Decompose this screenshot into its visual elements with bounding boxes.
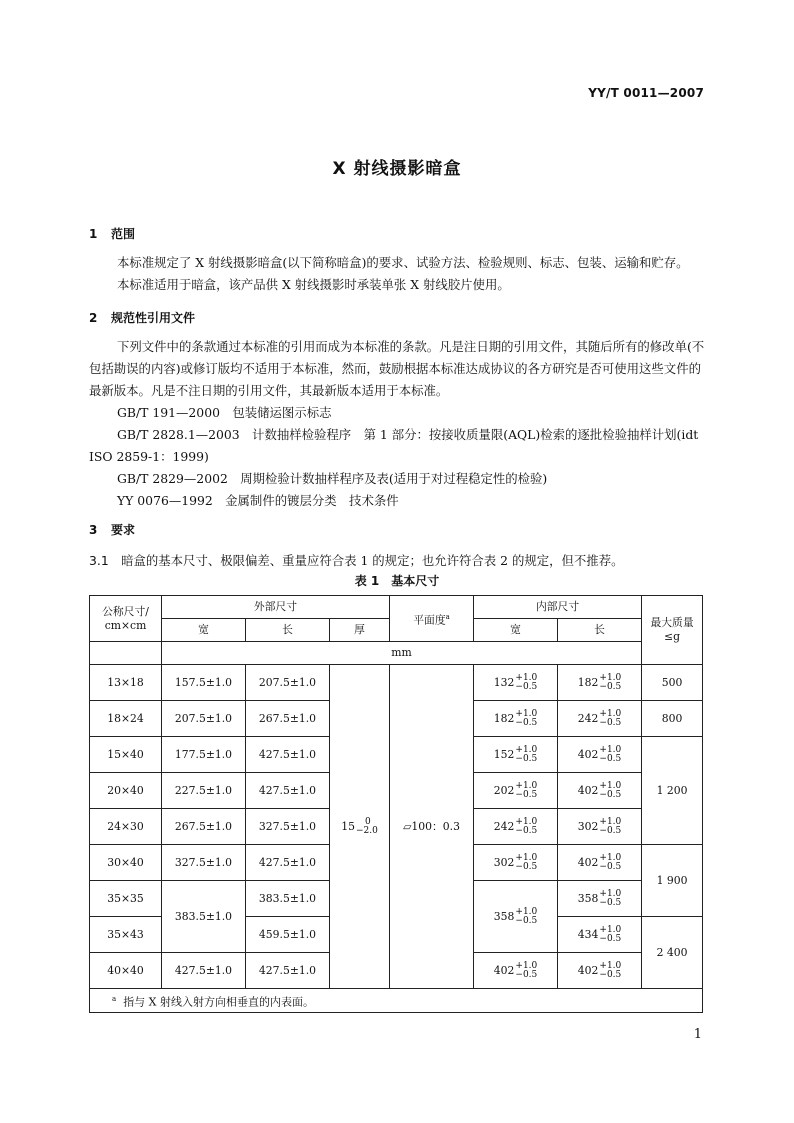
table-cell: 383.5±1.0 [246,881,330,917]
flatness-value: ▱100：0.3 [390,665,474,989]
inner-width-cell: 402 +1.0 −0.5 [474,953,558,989]
table-cell: 267.5±1.0 [162,809,246,845]
inner-length-cell: 402 +1.0 −0.5 [558,737,642,773]
inner-length-cell: 182 +1.0 −0.5 [558,665,642,701]
reference-yy-0076: YY 0076—1992 金属制件的镀层分类 技术条件 [117,493,399,508]
clause-3-1 [89,551,623,569]
inner-width-merged: 358 +1.0 −0.5 [474,881,558,953]
inner-length-cell: 242 +1.0 −0.5 [558,701,642,737]
inner-length-cell: 402 +1.0 −0.5 [558,773,642,809]
header-inner-dimensions: 内部尺寸 [474,596,642,619]
inner-width-cell: 242 +1.0 −0.5 [474,809,558,845]
header-outer-dimensions: 外部尺寸 [162,596,390,619]
section-1-paragraph-1: 本标准规定了 X 射线摄影暗盒(以下简称暗盒)的要求、试验方法、检验规则、标志、包装、运输和贮存。 [117,255,689,270]
section-title: 要求 [111,523,136,537]
dimensions-table [89,595,703,1013]
reference-gb-t-191: GB/T 191—2000 包装储运图示标志 [117,405,332,420]
header-inner-length: 长 [558,619,642,642]
header-inner-width: 宽 [474,619,558,642]
table-caption: 表 1 基本尺寸 [354,574,440,588]
header-outer-length: 长 [246,619,330,642]
header-outer-width: 宽 [162,619,246,642]
table-cell: 13×18 [90,665,162,701]
outer-width-merged: 383.5±1.0 [162,881,246,953]
inner-length-cell: 302 +1.0 −0.5 [558,809,642,845]
inner-length-cell: 402 +1.0 −0.5 [558,953,642,989]
table-cell: 30×40 [90,845,162,881]
table-cell: 207.5±1.0 [246,665,330,701]
section-1-heading [89,225,135,242]
reference-gb-t-2828-1: GB/T 2828.1—2003 计数抽样检验程序 第 1 部分：按接收质量限(AQL)检索的逐批检验抽样计划(idt ISO 2859-1：1999) [89,427,699,464]
section-number: 3 [89,523,98,537]
clause-number: 3.1 [89,553,109,568]
max-mass-cell: 1 900 [642,845,703,917]
standard-code: YY/T 0011—2007 [588,86,704,100]
header-unit: mm [162,642,642,665]
table-footnote: $^a$ 指与 X 射线入射方向相垂直的内表面。 [90,989,703,1013]
table-cell: 35×35 [90,881,162,917]
inner-width-cell: 302 +1.0 −0.5 [474,845,558,881]
header-max-mass: 最大质量 ≤g [642,596,703,665]
inner-width-cell: 132 +1.0 −0.5 [474,665,558,701]
section-number: 2 [89,311,98,325]
table-cell: 427.5±1.0 [246,845,330,881]
inner-length-cell: 434 +1.0 −0.5 [558,917,642,953]
max-mass-cell: 1 200 [642,737,703,845]
header-nominal-size: 公称尺寸/ cm×cm [90,596,162,642]
table-cell: 327.5±1.0 [162,845,246,881]
max-mass-cell: 800 [642,701,703,737]
table-cell: 20×40 [90,773,162,809]
table-cell: 18×24 [90,701,162,737]
section-1-paragraph-2: 本标准适用于暗盒，该产品供 X 射线摄影时承装单张 X 射线胶片使用。 [117,277,510,292]
table-cell: 427.5±1.0 [246,773,330,809]
table-cell: 227.5±1.0 [162,773,246,809]
document-title: X 射线摄影暗盒 [332,159,462,179]
header-flatness: 平面度$^a$ [390,596,474,642]
table-cell: 427.5±1.0 [246,737,330,773]
section-2-heading [89,309,195,326]
table-cell: 427.5±1.0 [246,953,330,989]
page-number: 1 [693,1027,702,1042]
header-spacer [90,642,162,665]
section-number: 1 [89,227,98,241]
table-cell: 207.5±1.0 [162,701,246,737]
outer-thickness-value: 15 0 −2.0 [330,665,390,989]
inner-length-cell: 402 +1.0 −0.5 [558,845,642,881]
table-cell: 24×30 [90,809,162,845]
section-title: 规范性引用文件 [111,311,196,325]
table-cell: 40×40 [90,953,162,989]
section-3-heading [89,521,135,538]
inner-width-cell: 182 +1.0 −0.5 [474,701,558,737]
max-mass-cell: 2 400 [642,917,703,989]
inner-width-cell: 202 +1.0 −0.5 [474,773,558,809]
reference-gb-t-2829: GB/T 2829—2002 周期检验计数抽样程序及表(适用于对过程稳定性的检验) [117,471,548,486]
inner-length-cell: 358 +1.0 −0.5 [558,881,642,917]
table-cell: 427.5±1.0 [162,953,246,989]
section-title: 范围 [111,227,136,241]
table-cell: 177.5±1.0 [162,737,246,773]
max-mass-cell: 500 [642,665,703,701]
clause-text: 暗盒的基本尺寸、极限偏差、重量应符合表 1 的规定；也允许符合表 2 的规定，但不推荐。 [121,553,624,568]
table-cell: 267.5±1.0 [246,701,330,737]
inner-width-cell: 152 +1.0 −0.5 [474,737,558,773]
table-cell: 459.5±1.0 [246,917,330,953]
section-2-paragraph: 下列文件中的条款通过本标准的引用而成为本标准的条款。凡是注日期的引用文件，其随后所有的修改单(不包括勘误的内容)或修订版均不适用于本标准，然而，鼓励根据本标准达成协议的各方研究是否可使用这些文件的最新版本。凡是不注日期的引用文件，其最新版本适用于本标准。 [89,339,705,398]
table-cell: 35×43 [90,917,162,953]
table-row [90,665,703,701]
header-outer-thickness: 厚 [330,619,390,642]
table-cell: 157.5±1.0 [162,665,246,701]
table-cell: 15×40 [90,737,162,773]
table-cell: 327.5±1.0 [246,809,330,845]
